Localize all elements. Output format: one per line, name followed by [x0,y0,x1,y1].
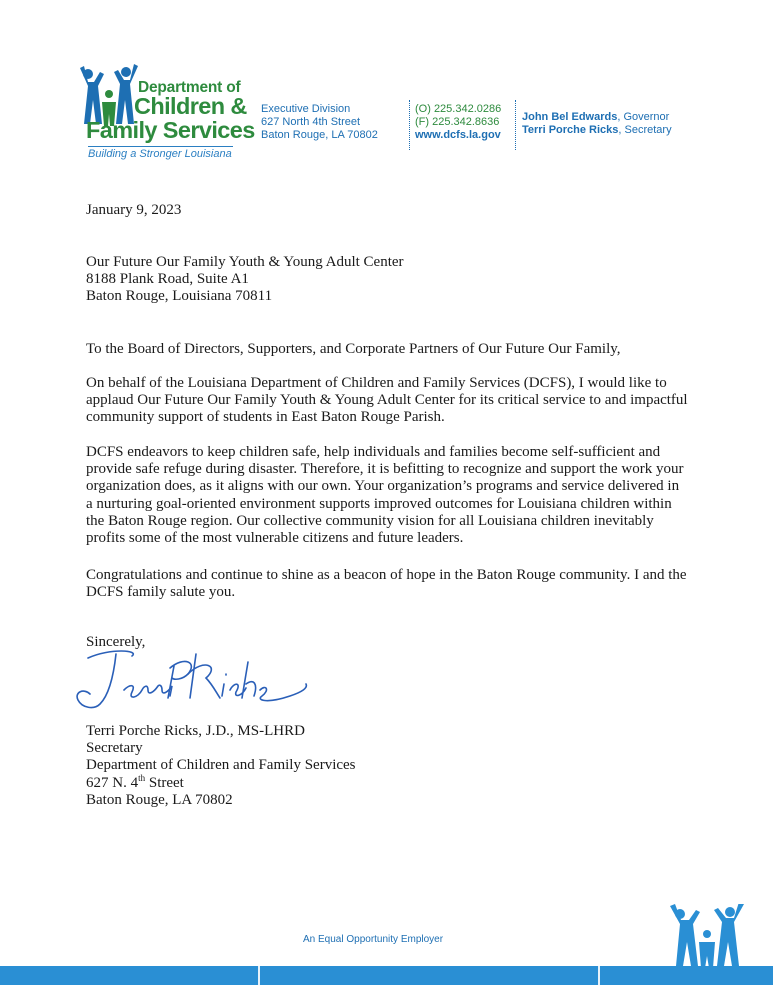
letter-date: January 9, 2023 [86,202,182,218]
paragraph-line: a nurturing goal-oriented environment supports improved outcomes for Louisiana children within [86,495,672,512]
recipient-line: Baton Rouge, Louisiana 70811 [86,288,273,305]
street-ordinal: th [138,772,146,783]
paragraph-line: DCFS endeavors to keep children safe, help individuals and families become self-sufficient and [86,444,661,460]
equal-opportunity-text: An Equal Opportunity Employer [303,934,444,945]
street-suffix: Street [145,774,184,791]
org-name-line1: Department of [138,79,241,96]
paragraph-2 [86,444,683,547]
fax-phone: (F) 225.342.8636 [415,116,500,128]
closing: Sincerely, [86,634,146,650]
recipient-line: Our Future Our Family Youth & Young Adult Center [86,254,404,270]
division-city: Baton Rouge, LA 70802 [261,129,378,141]
salutation: To the Board of Directors, Supporters, and Corporate Partners of Our Future Our Family, [86,341,621,357]
paragraph-line: the Baton Rouge region. Our collective community vision for all Louisiana children inevitably [86,512,654,529]
org-tagline: Building a Stronger Louisiana [88,148,232,160]
secretary-title: , Secretary [618,124,672,136]
footer-bar [0,966,773,985]
signer-city: Baton Rouge, LA 70802 [86,791,233,808]
signer-title: Secretary [86,740,143,757]
secretary-name: Terri Porche Ricks [522,124,619,136]
paragraph-line: applaud Our Future Our Family Youth & Young Adult Center for its critical service to and impactful [86,392,688,409]
governor-title: , Governor [617,111,670,123]
signer-department: Department of Children and Family Services [86,757,356,774]
division-street: 627 North 4th Street [261,116,361,128]
paragraph-line: DCFS family salute you. [86,584,236,601]
signer-street [86,772,356,792]
governor-line [522,111,672,124]
footer-bar-divider [258,966,260,985]
paragraph-line: provide safe refuge during disaster. Therefore, it is befitting to recognize and support the work your [86,461,684,478]
division-name: Executive Division [261,103,351,115]
office-phone: (O) 225.342.0286 [415,103,502,115]
paragraph-line: profits some of the most vulnerable citizens and future leaders. [86,530,464,547]
secretary-line [522,124,672,137]
recipient-line: 8188 Plank Road, Suite A1 [86,271,249,288]
family-figures-icon [668,904,746,974]
org-name-line2: Children & [134,93,247,119]
handwritten-signature [70,644,310,714]
footer-bar-divider [598,966,600,985]
paragraph-line: organization does, as it aligns with our own. Your organization’s programs and service delivered in [86,478,680,495]
paragraph-3 [86,567,687,601]
org-name-line3: Family Services [86,117,255,143]
letterhead-divider [515,100,516,150]
paragraph-line: On behalf of the Louisiana Department of Children and Family Services (DCFS), I would like to [86,375,667,391]
governor-name: John Bel Edwards [522,111,618,123]
signer-block [86,723,356,809]
website-link[interactable]: www.dcfs.la.gov [415,129,501,141]
letterhead-address [261,103,378,142]
letterhead-officials [522,111,672,137]
paragraph-line: Congratulations and continue to shine as a beacon of hope in the Baton Rouge community. I and the [86,567,687,583]
paragraph-line: community support of students in East Baton Rouge Parish. [86,409,445,426]
recipient-address [86,254,404,306]
paragraph-1 [86,375,688,427]
signer-name: Terri Porche Ricks, J.D., MS-LHRD [86,723,305,739]
street-prefix: 627 N. 4 [86,774,139,791]
letterhead-divider [409,100,410,150]
letterhead-contacts [415,103,501,142]
